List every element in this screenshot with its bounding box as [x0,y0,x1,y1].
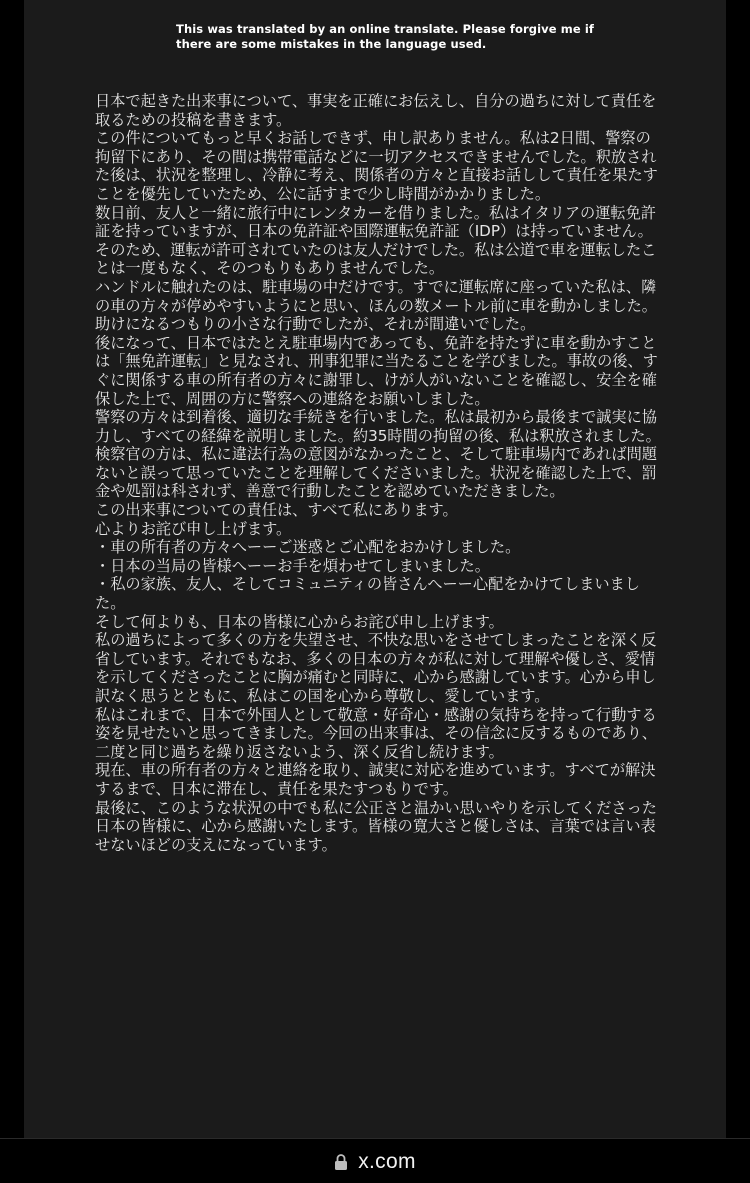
paragraph: 心よりお詫び申し上げます。 [95,519,292,538]
paragraph: この件についてもっと早くお話しできず、申し訳ありません。私は2日間、警察の拘留下にあり、その間は携帯電話などに一切アクセスできませんでした。釈放された後は、状況を整理し、冷静に考え、関係者の方々と直接お話しして責任を果たすことを優先していたため、公に話すまで少し時間がかかりました。 [95,129,658,203]
paragraph: 警察の方々は到着後、適切な手続きを行いました。私は最初から最後まで誠実に協力し、すべての経緯を説明しました。約35時間の拘留の後、私は釈放されました。検察官の方は、私に違法行為の意図がなかったこと、そして駐車場内であれば問題ないと誤って思っていたことを理解してくださいました。状況を確認した上で、罰金や処罰は科されず、善意で行動したことを認めていただきました。 [95,408,661,501]
apology-bullet: ・私の家族、友人、そしてコミュニティの皆さんへーー心配をかけてしまいました。 [95,575,640,613]
paragraph: 後になって、日本ではたとえ駐車場内であっても、免許を持たずに車を動かすことは「無免許運転」と見なされ、刑事犯罪に当たることを学びました。事故の後、すぐに関係する車の所有者の方々に謝罪し、けが人がいないことを確認し、安全を確保した上で、周囲の方に警察への連絡をお願いしました。 [95,333,658,408]
lock-icon [334,1153,348,1171]
statement-article [95,92,665,854]
apology-bullet: ・車の所有者の方々へーーご迷惑とご心配をおかけしました。 [95,538,521,557]
apology-bullet: ・日本の当局の皆様へーーお手を煩わせてしまいました。 [95,556,490,575]
paragraph: ハンドルに触れたのは、駐車場の中だけです。すでに運転席に座っていた私は、隣の車の方々が停めやすいようにと思い、ほんの数メートル前に車を動かしました。助けになるつもりの小さな行動でしたが、それが間違いでした。 [95,277,657,334]
browser-url-bar[interactable] [0,1138,750,1183]
paragraph: 数日前、友人と一緒に旅行中にレンタカーを借りました。私はイタリアの運転免許証を持っていますが、日本の免許証や国際運転免許証（IDP）は持っていません。そのため、運転が許可されていたのは友人だけでした。私は公道で車を運転したことは一度もなく、そのつもりもありませんでした。 [95,203,657,278]
paragraph: 私はこれまで、日本で外国人として敬意・好奇心・感謝の気持ちを持って行動する姿を見せたいと思ってきました。今回の出来事は、その信念に反するものであり、二度と同じ過ちを繰り返さないよう、深く反省し続けます。 [95,705,657,761]
paragraph: そして何よりも、日本の皆様に心からお詫び申し上げます。 [95,612,504,631]
url-text: x.com [358,1149,416,1173]
paragraph: 最後に、このような状況の中でも私に公正さと温かい思いやりを示してくださった日本の皆様に、心から感謝いたします。皆様の寛大さと優しさは、言葉では言い表せないほどの支えになっています。 [95,798,657,854]
translation-note: This was translated by an online translate. Please forgive me if there are some mistakes in the language used. [176,22,594,51]
paragraph: この出来事についての責任は、すべて私にあります。 [95,501,458,520]
paragraph: 日本で起きた出来事について、事実を正確にお伝えし、自分の過ちに対して責任を取るための投稿を書きます。 [95,92,657,129]
paragraph: 私の過ちによって多くの方を失望させ、不快な思いをさせてしまったことを深く反省しています。それでもなお、多くの日本の方々が私に対して理解や優しさ、愛情を示してくださったことに胸が痛むと同時に、心から感謝しています。心から申し訳なく思うとともに、私はこの国を心から尊敬し、愛しています。 [95,631,657,705]
paragraph: 現在、車の所有者の方々と連絡を取り、誠実に対応を進めています。すべてが解決するまで、日本に滞在し、責任を果たすつもりです。 [95,761,656,798]
